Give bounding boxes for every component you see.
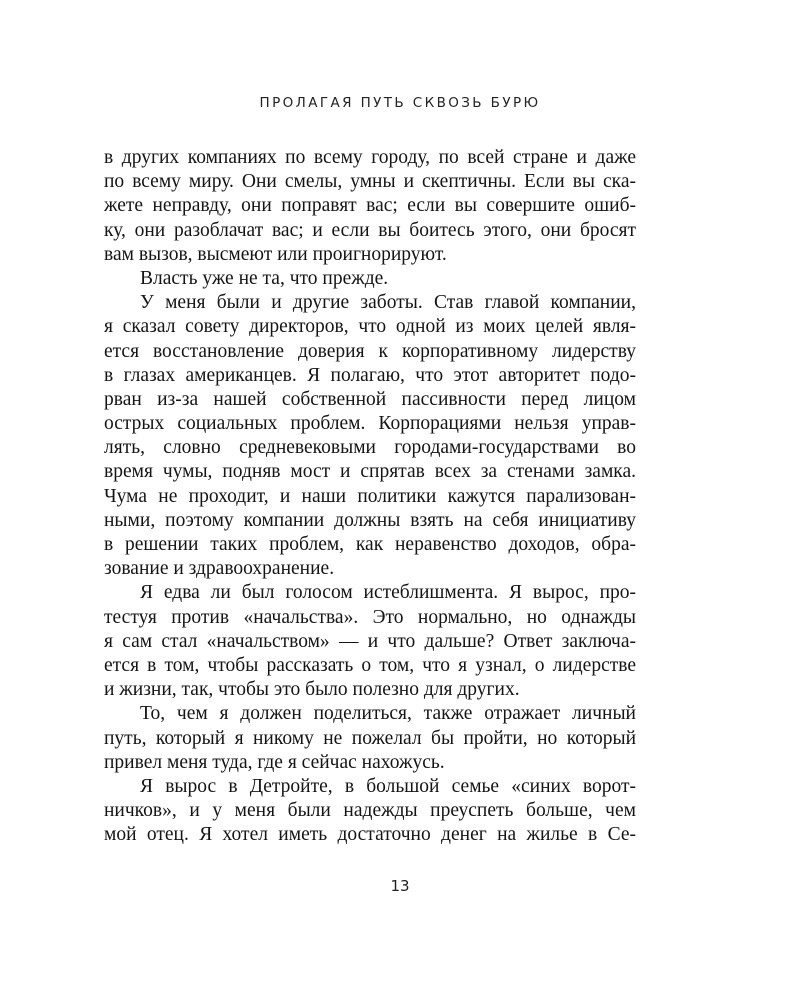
text-line: вам вызов, высмеют или проигнорируют.: [104, 243, 447, 265]
text-line: У меня были и другие заботы. Став главой компании,: [140, 292, 636, 314]
running-head: ПРОЛАГАЯ ПУТЬ СКВОЗЬ БУРЮ: [259, 95, 541, 111]
text-line: То, чем я должен поделиться, также отражает личный: [140, 703, 636, 725]
page-number: 13: [390, 877, 410, 895]
text-line: зование и здравоохранение.: [104, 558, 335, 580]
text-line: Я едва ли был голосом истеблишмента. Я вырос, про-: [140, 582, 636, 604]
text-line: и жизни, так, чтобы это было полезно для других.: [104, 679, 520, 701]
text-line: путь, который я никому не пожелал бы пройти, но который: [104, 727, 636, 749]
text-line: Я вырос в Детройте, в большой семье «синих ворот-: [140, 775, 636, 797]
text-line: ными, поэтому компании должны взять на себя инициативу: [104, 509, 636, 531]
text-line: мой отец. Я хотел иметь достаточно денег на жилье в Се-: [104, 824, 636, 846]
text-line: Чума не проходит, и наши политики кажутся парализован-: [104, 485, 636, 507]
text-line: тестуя против «начальства». Это нормально, но однажды: [104, 606, 636, 628]
text-line: ничков», и у меня были надежды преуспеть больше, чем: [104, 800, 636, 822]
text-line: в других компаниях по всему городу, по всей стране и даже: [104, 147, 636, 168]
text-line: привел меня туда, где я сейчас нахожусь.: [104, 751, 445, 773]
text-line: жете неправду, они поправят вас; если вы совершите ошиб-: [104, 195, 636, 217]
text-line: я сам стал «начальством» — и что дальше? Ответ заключа-: [104, 630, 636, 652]
text-line: в глазах американцев. Я полагаю, что этот авторитет подо-: [104, 364, 636, 386]
text-line: Власть уже не та, что прежде.: [140, 267, 389, 289]
text-line: ку, они разоблачат вас; и если вы боитесь этого, они бросят: [104, 219, 636, 241]
text-line: ется в том, чтобы рассказать о том, что я узнал, о лидерстве: [104, 654, 636, 676]
text-line: я сказал совету директоров, что одной из моих целей явля-: [104, 316, 636, 338]
text-line: острых социальных проблем. Корпорациями нельзя управ-: [104, 413, 636, 435]
text-line: лять, словно средневековыми городами-государствами во: [104, 437, 636, 459]
body-text: [104, 146, 636, 847]
text-line: рван из-за нашей собственной пассивности перед лицом: [104, 388, 636, 410]
text-line: ется восстановление доверия к корпоративному лидерству: [104, 340, 636, 362]
text-line: в решении таких проблем, как неравенство доходов, обра-: [104, 534, 636, 555]
text-line: по всему миру. Они смелы, умны и скептичны. Если вы ска-: [104, 171, 636, 193]
text-line: время чумы, подняв мост и спрятав всех за стенами замка.: [104, 461, 636, 483]
